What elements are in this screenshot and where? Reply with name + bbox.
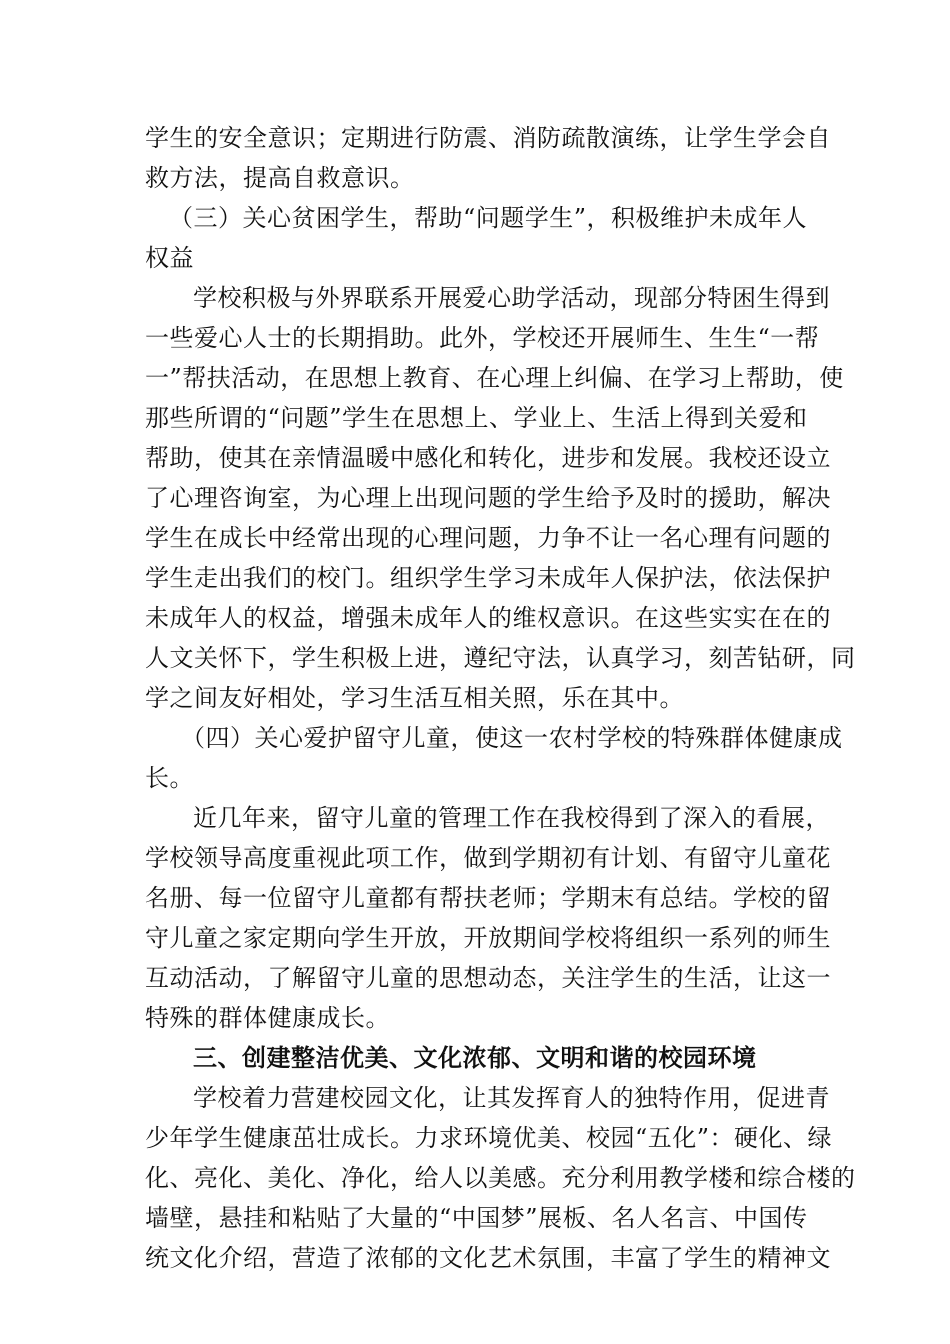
paragraph-line: 特殊的群体健康成长。: [145, 1004, 390, 1032]
paragraph-line: 守儿童之家定期向学生开放，开放期间学校将组织一系列的师生: [145, 924, 831, 952]
paragraph-line: 学校积极与外界联系开展爱心助学活动，现部分特困生得到: [193, 284, 830, 312]
document-body: [145, 118, 856, 1278]
paragraph-line: 未成年人的权益，增强未成年人的维权意识。在这些实实在在的: [145, 604, 831, 632]
paragraph-line: 化、亮化、美化、净化，给人以美感。充分利用教学楼和综合楼的: [145, 1164, 856, 1192]
paragraph-line: 少年学生健康茁壮成长。力求环境优美、校园“五化”：硬化、绿: [145, 1124, 833, 1152]
paragraph-line: 墙壁，悬挂和粘贴了大量的“中国梦”展板、名人名言、中国传: [145, 1204, 808, 1232]
paragraph-line: 近几年来，留守儿童的管理工作在我校得到了深入的看展，: [193, 804, 830, 832]
paragraph-line: 一些爱心人士的长期捐助。此外，学校还开展师生、生生“一帮: [145, 324, 820, 352]
paragraph-line: 学生走出我们的校门。组织学生学习未成年人保护法，依法保护: [145, 564, 831, 592]
paragraph-line: 学生在成长中经常出现的心理问题，力争不让一名心理有问题的: [145, 524, 831, 552]
paragraph-line: 一”帮扶活动，在思想上教育、在心理上纠偏、在学习上帮助，使: [145, 364, 844, 392]
paragraph-line: 人文关怀下，学生积极上进，遵纪守法，认真学习，刻苦钻研，同: [145, 644, 856, 672]
paragraph-line: 那些所谓的“问题”学生在思想上、学业上、生活上得到关爱和: [145, 404, 808, 432]
paragraph-line: 互动活动，了解留守儿童的思想动态，关注学生的生活，让这一: [145, 964, 831, 992]
paragraph-line: 学之间友好相处，学习生活互相关照，乐在其中。: [145, 684, 684, 712]
paragraph-line: 学校领导高度重视此项工作，做到学期初有计划、有留守儿童花: [145, 844, 831, 872]
paragraph-line: 学校着力营建校园文化，让其发挥育人的独特作用，促进青: [193, 1084, 830, 1112]
subsection-heading-line: 长。: [145, 764, 194, 792]
subsection-heading-line: （三）关心贫困学生，帮助“问题学生”，积极维护未成年人: [169, 204, 808, 232]
section-heading: 三、创建整洁优美、文化浓郁、文明和谐的校园环境: [193, 1043, 757, 1072]
subsection-heading-line: 权益: [145, 244, 194, 272]
paragraph-line: 帮助，使其在亲情温暖中感化和转化，进步和发展。我校还设立: [145, 444, 831, 472]
paragraph-line: 了心理咨询室，为心理上出现问题的学生给予及时的援助，解决: [145, 484, 831, 512]
paragraph-line: 统文化介绍，营造了浓郁的文化艺术氛围，丰富了学生的精神文: [145, 1244, 831, 1272]
paragraph-line: 名册、每一位留守儿童都有帮扶老师；学期末有总结。学校的留: [145, 884, 831, 912]
paragraph-line: 学生的安全意识；定期进行防震、消防疏散演练，让学生学会自: [145, 124, 831, 152]
paragraph-line: 救方法，提高自救意识。: [145, 164, 415, 192]
subsection-heading-line: （四）关心爱护留守儿童，使这一农村学校的特殊群体健康成: [181, 724, 843, 752]
